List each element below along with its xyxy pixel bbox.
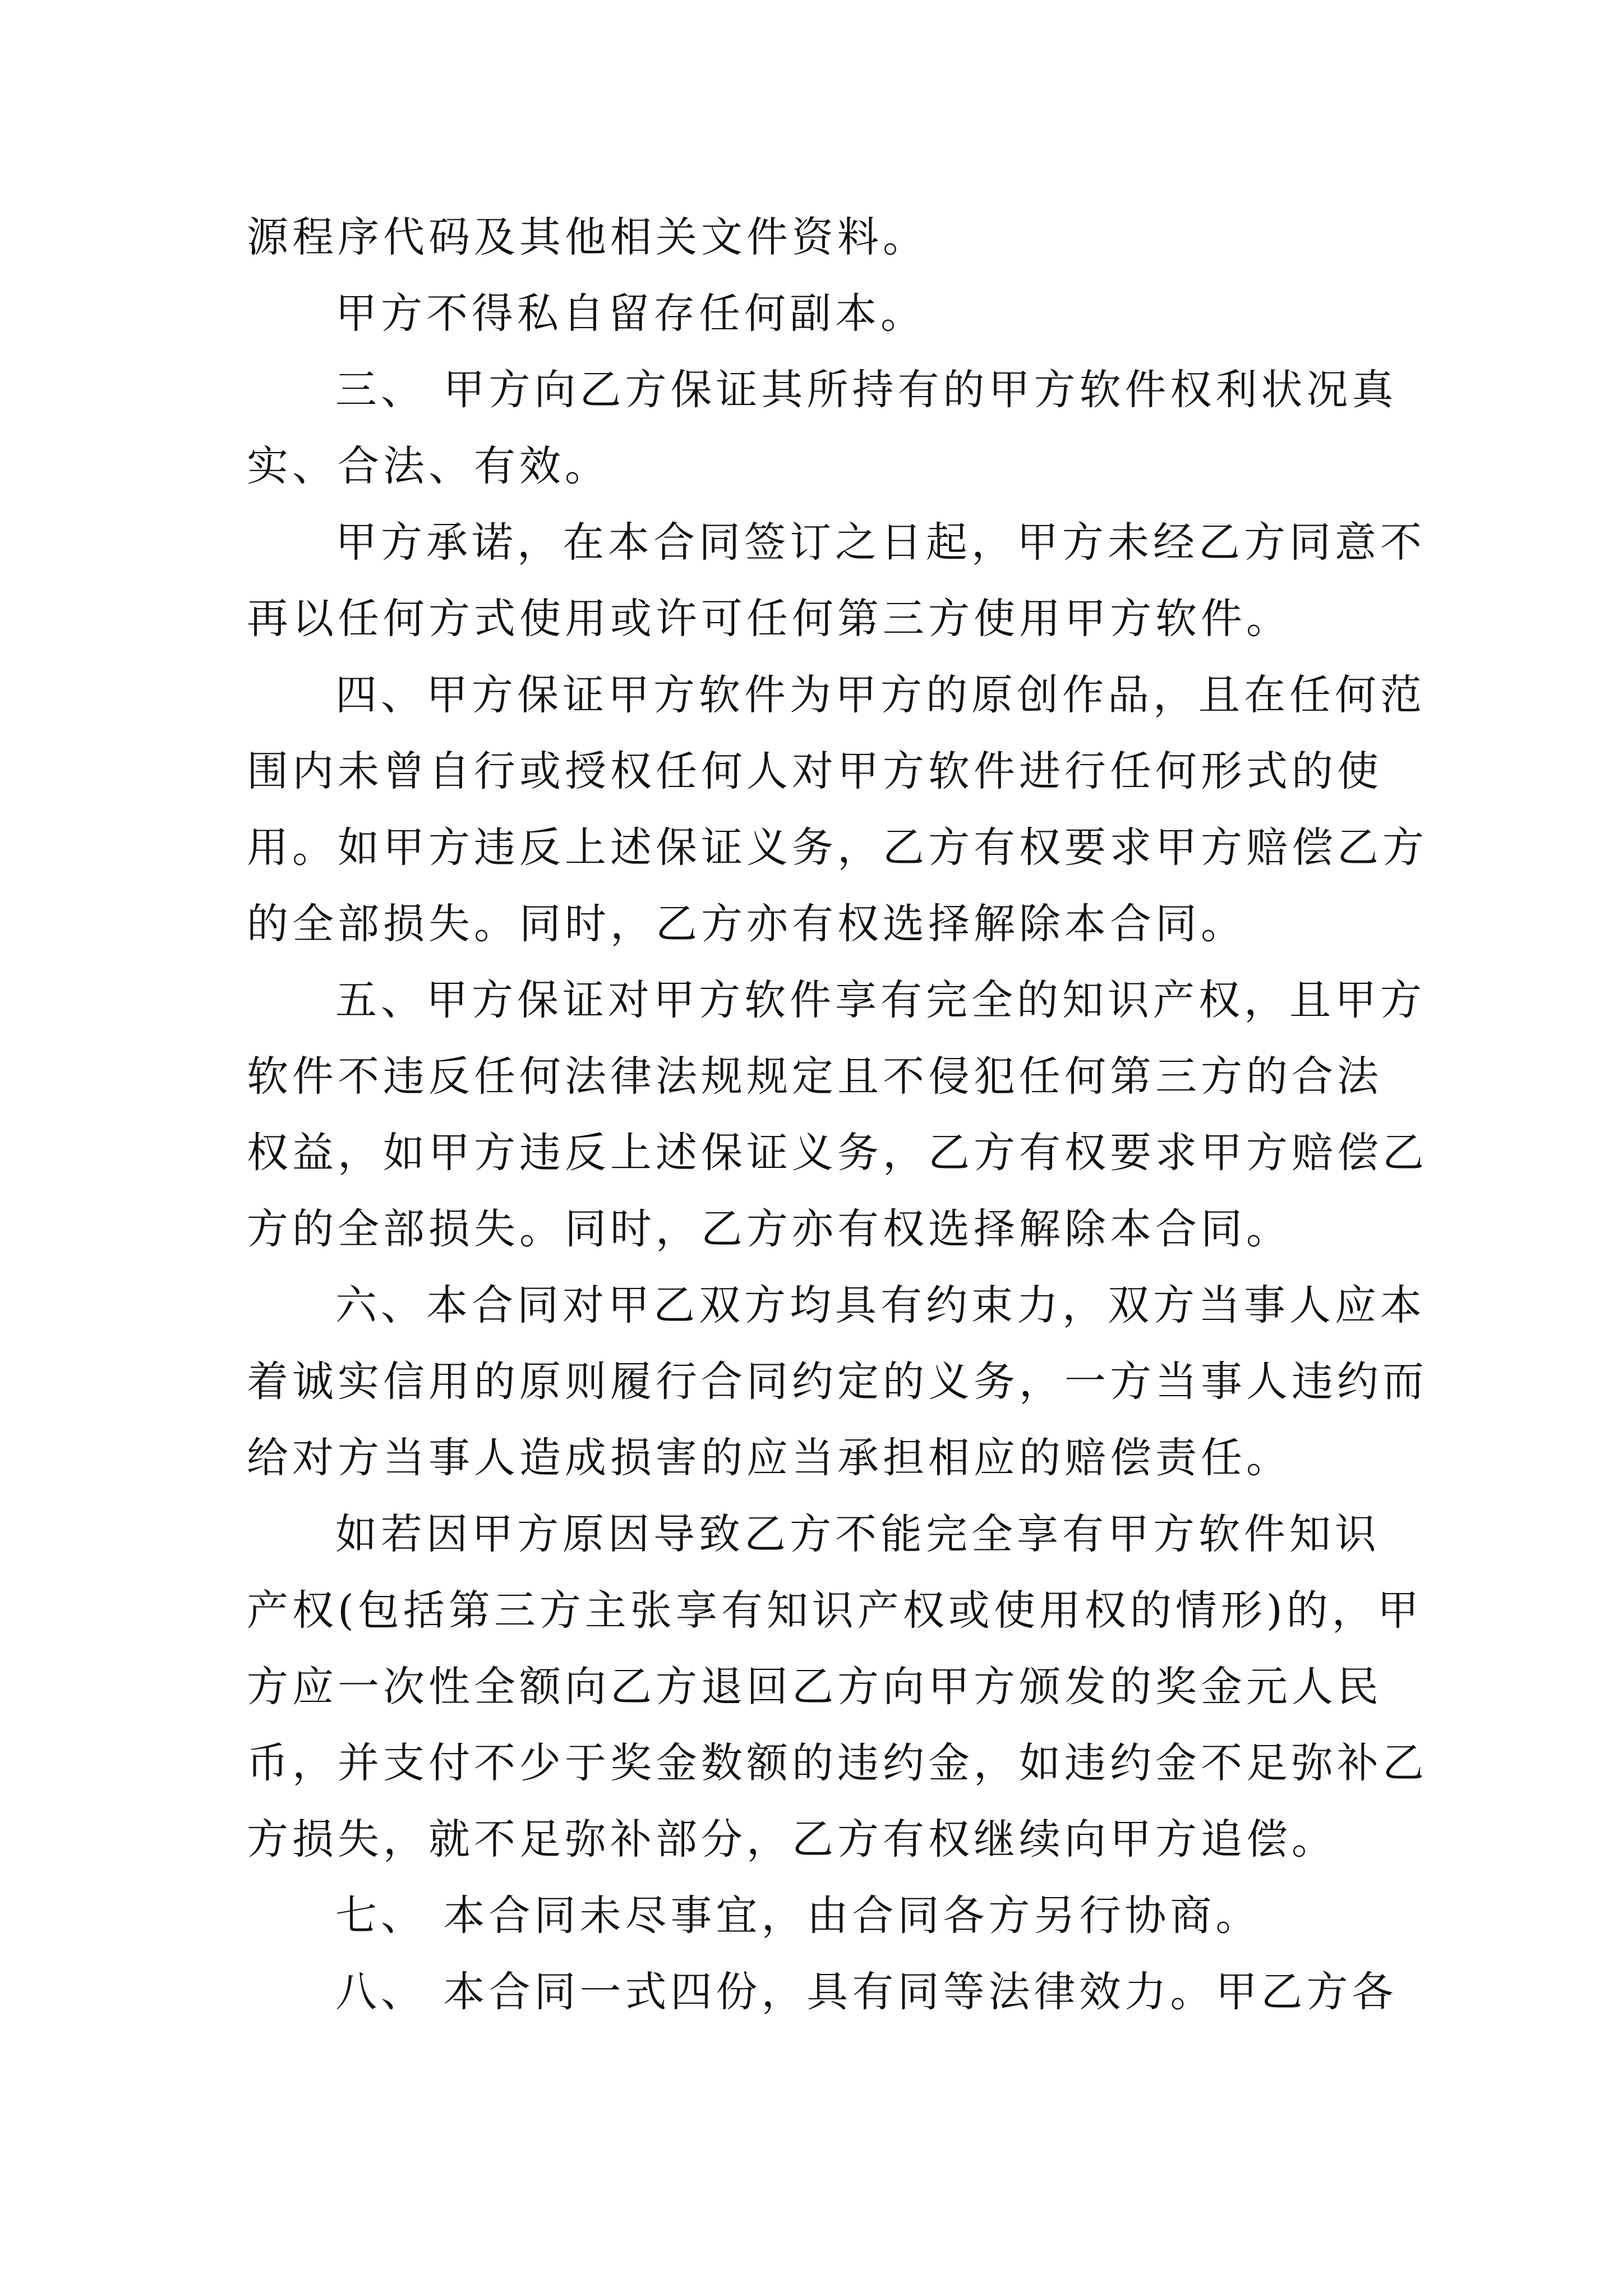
clause-6: 六、本合同对甲乙双方均具有约束力，双方当事人应本	[335, 1281, 1426, 1329]
text-line: 实、合法、有效。	[247, 442, 610, 490]
text-line: 甲方承诺，在本合同签订之日起，甲方未经乙方同意不	[335, 518, 1426, 567]
contract-text	[247, 199, 1428, 2030]
text-line: 权益，如甲方违反上述保证义务，乙方有权要求甲方赔偿乙	[247, 1129, 1428, 1177]
clause-4: 四、甲方保证甲方软件为甲方的原创作品，且在任何范	[335, 671, 1426, 719]
text-line: 方的全部损失。同时，乙方亦有权选择解除本合同。	[247, 1205, 1292, 1253]
clause-3: 三、 甲方向乙方保证其所持有的甲方软件权利状况真	[335, 366, 1398, 414]
text-line: 再以任何方式使用或许可任何第三方使用甲方软件。	[247, 595, 1292, 643]
text-line: 甲方不得私自留存任何副本。	[335, 289, 926, 338]
text-line: 围内未曾自行或授权任何人对甲方软件进行任何形式的使	[247, 747, 1382, 795]
clause-5: 五、甲方保证对甲方软件享有完全的知识产权，且甲方	[335, 976, 1426, 1024]
text-line: 币，并支付不少于奖金数额的违约金，如违约金不足弥补乙	[247, 1739, 1428, 1787]
clause-8: 八、 本合同一式四份，具有同等法律效力。甲乙方各	[335, 1968, 1398, 2016]
text-line: 如若因甲方原因导致乙方不能完全享有甲方软件知识	[335, 1510, 1380, 1558]
text-line: 给对方当事人造成损害的应当承担相应的赔偿责任。	[247, 1434, 1292, 1482]
text-line: 源程序代码及其他相关文件资料。	[247, 213, 928, 261]
text-line: 的全部损失。同时，乙方亦有权选择解除本合同。	[247, 900, 1246, 948]
clause-7: 七、 本合同未尽事宜，由合同各方另行协商。	[335, 1892, 1261, 1940]
text-line: 着诚实信用的原则履行合同约定的义务，一方当事人违约而	[247, 1358, 1428, 1406]
text-line: 方应一次性全额向乙方退回乙方向甲方颁发的奖金元人民	[247, 1663, 1382, 1711]
text-line: 方损失，就不足弥补部分，乙方有权继续向甲方追偿。	[247, 1815, 1337, 1864]
text-line: 用。如甲方违反上述保证义务，乙方有权要求甲方赔偿乙方	[247, 823, 1428, 872]
text-line: 软件不违反任何法律法规规定且不侵犯任何第三方的合法	[247, 1052, 1382, 1101]
text-line: 产权(包括第三方主张享有知识产权或使用权的情形)的，甲	[247, 1586, 1423, 1635]
